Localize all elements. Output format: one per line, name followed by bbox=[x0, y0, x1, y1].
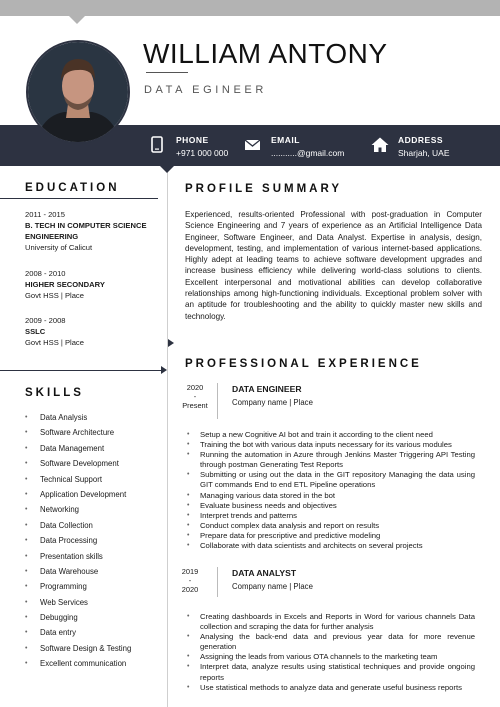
education-school: Govt HSS | Place bbox=[25, 338, 84, 347]
job-bullet: • Prepare data for prescriptive and predictive modeling bbox=[185, 531, 475, 541]
education-degree: HIGHER SECONDARY bbox=[25, 280, 105, 289]
skill-item: • Application Development bbox=[25, 489, 131, 504]
job-date-rule bbox=[217, 567, 218, 597]
job-title: DATA ANALYST bbox=[232, 568, 297, 578]
job-start: 2020 bbox=[186, 383, 204, 392]
job-title-heading: DATA EGINEER bbox=[144, 84, 267, 96]
top-notch bbox=[69, 16, 85, 24]
skill-item: • Programming bbox=[25, 581, 131, 596]
education-item bbox=[25, 268, 165, 301]
profile-photo bbox=[26, 40, 130, 144]
education-years: 2011 - 2015 bbox=[25, 210, 65, 219]
job-bullet: • Creating dashboards in Excels and Reports in Word for various channels Data collection and scraping the data for further analysis bbox=[185, 612, 475, 632]
profile-text: Experienced, results-oriented Professional with post-graduation in Computer Science Engineering and 7 years of experience as an Artificial Intelligence Data Engineer, Software Engineer, and Data Analyst. Expertise in analysis, design, development, testing, and implementation of various internet-based applications. Highly adept at leading teams to achieve software development upgrades and increase business efficiency while delivering world-class solutions to clients. Excellent interpersonal and motivational abilities can develop collaborative relationships among high-functioning individuals. Exceptional problem solver with an aptitude for troubleshooting and the ability to quickly master new skills and technology. bbox=[185, 210, 482, 321]
skill-item: • Software Design & Testing bbox=[25, 643, 131, 658]
email-label: EMAIL bbox=[271, 135, 300, 145]
job-bullet: • Running the automation in Azure through Jenkins Master Triggering API Testing through postman Generating Test Reports bbox=[185, 450, 475, 470]
job-bullet: • Analysing the back-end data and previous year data for more revenue generation bbox=[185, 632, 475, 652]
job-company: Company name | Place bbox=[232, 582, 313, 591]
contact-phone bbox=[148, 133, 238, 161]
job-title: DATA ENGINEER bbox=[232, 384, 302, 394]
avatar-portrait bbox=[28, 42, 128, 142]
skill-item: • Software Development bbox=[25, 458, 131, 473]
skill-item: • Technical Support bbox=[25, 474, 131, 489]
job-bullets bbox=[185, 612, 475, 693]
contact-email bbox=[243, 133, 353, 161]
profile-heading: PROFILE SUMMARY bbox=[185, 183, 343, 195]
job-company: Company name | Place bbox=[232, 398, 313, 407]
skill-item: • Data Processing bbox=[25, 535, 131, 550]
job-bullet: • Collaborate with data scientists and architects on several projects bbox=[185, 541, 475, 551]
job-bullet: • Assigning the leads from various OTA channels to the marketing team bbox=[185, 652, 475, 662]
section-rule bbox=[0, 370, 165, 371]
skill-item: • Data Analysis bbox=[25, 412, 131, 427]
education-item bbox=[25, 315, 165, 348]
skills-heading: SKILLS bbox=[25, 387, 84, 399]
education-rule bbox=[0, 198, 158, 199]
skill-item: • Software Architecture bbox=[25, 427, 131, 442]
education-degree: B. TECH IN COMPUTER SCIENCE ENGINEERING bbox=[25, 221, 147, 241]
skill-item: • Excellent communication bbox=[25, 658, 131, 673]
skill-item: • Web Services bbox=[25, 597, 131, 612]
skill-item: • Data entry bbox=[25, 627, 131, 642]
education-degree: SSLC bbox=[25, 327, 46, 336]
job-bullet: • Submitting or using out the data in the GIT repository Managing the data using GIT commands End to end ETL Pipeline operations bbox=[185, 470, 475, 490]
education-heading: EDUCATION bbox=[25, 182, 120, 194]
education-school: Govt HSS | Place bbox=[25, 291, 84, 300]
job-date bbox=[174, 567, 206, 594]
job-bullet: • Setup a new Cognitive AI bot and train it according to the client need bbox=[185, 430, 475, 440]
home-icon bbox=[370, 135, 390, 155]
job-bullet: • Managing various data stored in the bot bbox=[185, 491, 475, 501]
job-start: 2019 bbox=[181, 567, 199, 576]
education-item bbox=[25, 209, 165, 253]
job-date-separator: - bbox=[188, 576, 192, 585]
education-years: 2008 - 2010 bbox=[25, 269, 66, 278]
skill-item: • Data Warehouse bbox=[25, 566, 131, 581]
phone-icon bbox=[148, 135, 168, 155]
column-divider bbox=[167, 166, 168, 707]
skill-item: • Networking bbox=[25, 504, 131, 519]
job-end: 2020 bbox=[181, 585, 199, 594]
divider-arrow bbox=[160, 166, 174, 173]
address-label: ADDRESS bbox=[398, 135, 444, 145]
top-bar bbox=[0, 0, 500, 16]
contact-address bbox=[370, 133, 480, 161]
rule-arrow bbox=[168, 339, 174, 347]
skill-item: • Debugging bbox=[25, 612, 131, 627]
job-bullet: • Training the bot with various data inputs necessary for its various modules bbox=[185, 440, 475, 450]
job-bullets bbox=[185, 430, 475, 551]
skill-item: • Presentation skills bbox=[25, 551, 131, 566]
job-bullet: • Conduct complex data analysis and report on results bbox=[185, 521, 475, 531]
phone-value[interactable]: +971 000 000 bbox=[176, 148, 229, 158]
experience-heading: PROFESSIONAL EXPERIENCE bbox=[185, 358, 422, 370]
rule-arrow bbox=[161, 366, 167, 374]
skill-item: • Data Collection bbox=[25, 520, 131, 535]
address-value: Sharjah, UAE bbox=[398, 148, 450, 158]
job-date bbox=[179, 383, 211, 410]
job-end: Present bbox=[182, 401, 208, 410]
candidate-name: WILLIAM ANTONY bbox=[143, 38, 388, 69]
email-icon bbox=[243, 135, 263, 155]
education-school: University of Calicut bbox=[25, 243, 93, 252]
email-value[interactable]: ...........@gmail.com bbox=[271, 148, 345, 158]
skill-item: • Data Management bbox=[25, 443, 131, 458]
job-bullet: • Interpret data, analyze results using statistical techniques and provide ongoing reports bbox=[185, 662, 475, 682]
job-bullet: • Use statistical methods to analyze data and generate useful business reports bbox=[185, 683, 475, 693]
job-bullet: • Interpret trends and patterns bbox=[185, 511, 475, 521]
phone-label: PHONE bbox=[176, 135, 209, 145]
education-years: 2009 - 2008 bbox=[25, 316, 66, 325]
skills-list bbox=[25, 412, 131, 674]
job-date-rule bbox=[217, 383, 218, 419]
name-underline bbox=[146, 72, 188, 73]
job-date-separator: - bbox=[193, 392, 197, 401]
job-bullet: • Evaluate business needs and objectives bbox=[185, 501, 475, 511]
